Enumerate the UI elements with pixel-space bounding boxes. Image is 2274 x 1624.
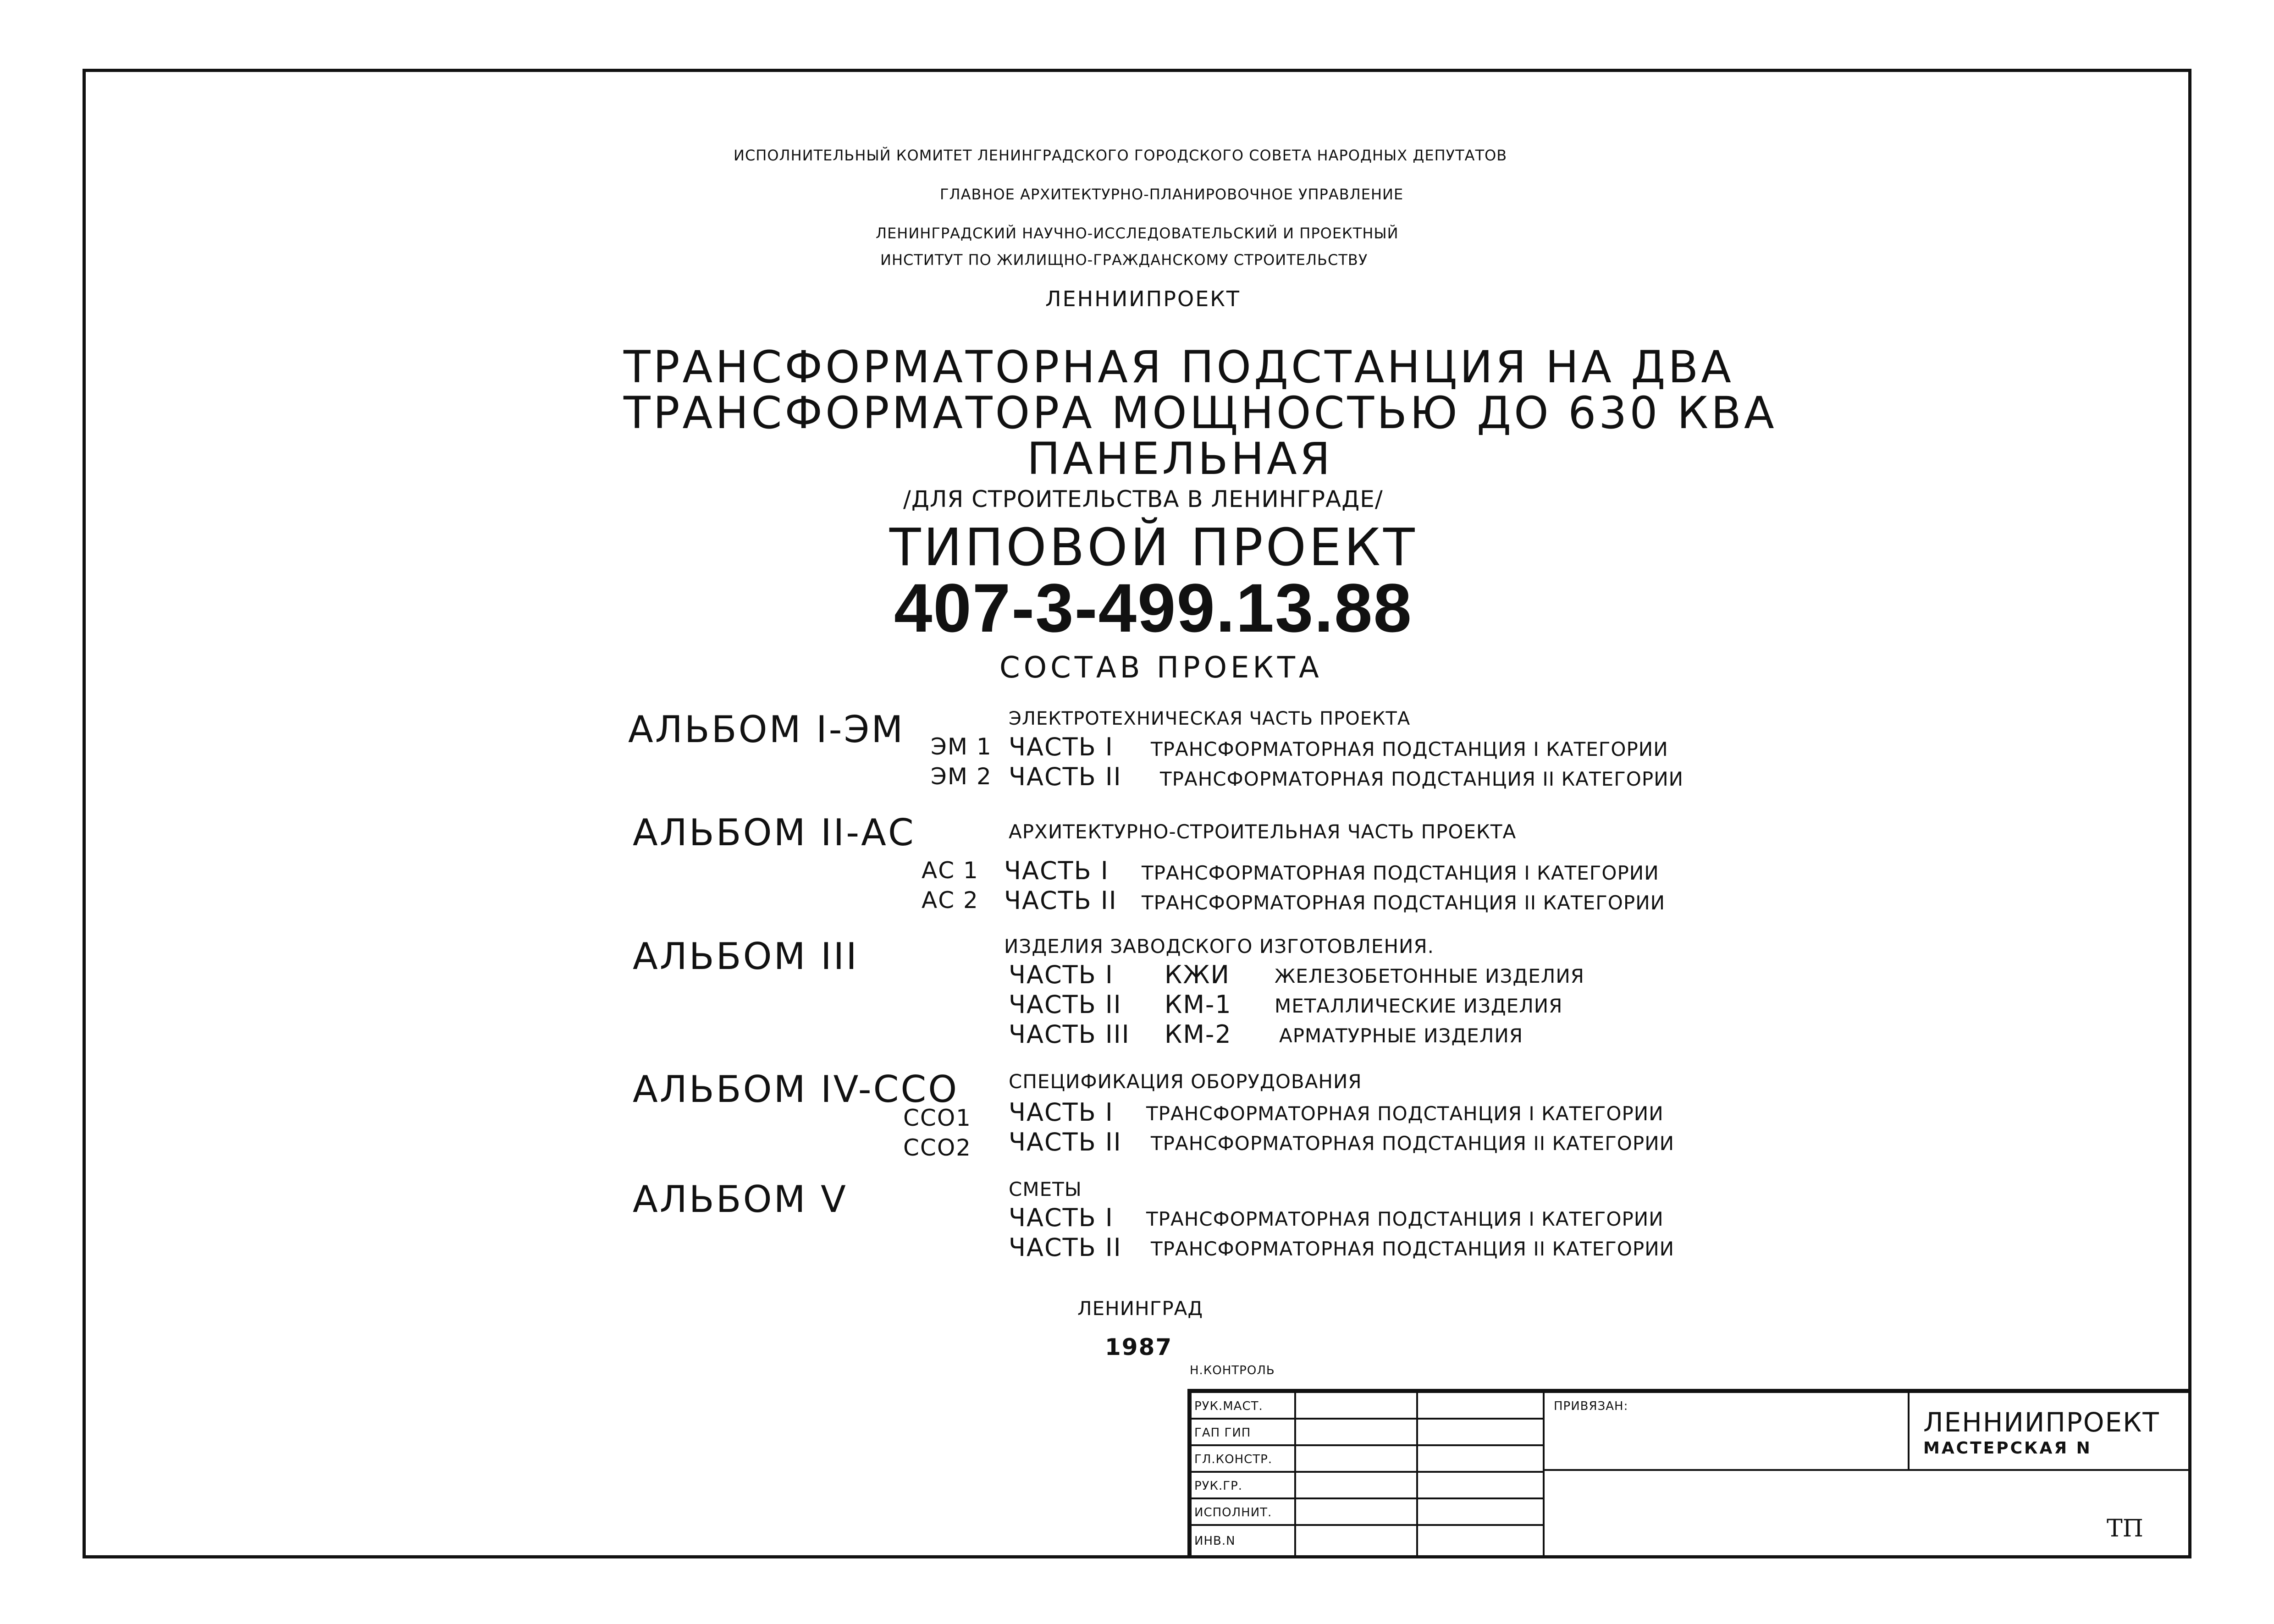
stamp-control-label: Н.КОНТРОЛЬ [1190,1364,1275,1377]
album-1-desc: ЭЛЕКТРОТЕХНИЧЕСКАЯ ЧАСТЬ ПРОЕКТА [1009,708,1411,729]
stamp-org: ЛЕННИИПРОЕКТ [1923,1407,2160,1438]
header-line-3: ЛЕНИНГРАДСКИЙ НАУЧНО-ИССЛЕДОВАТЕЛЬСКИЙ И ПРОЕКТНЫЙ [876,225,1399,242]
album-3-part-2-desc: МЕТАЛЛИЧЕСКИЕ ИЗДЕЛИЯ [1275,995,1563,1017]
album-2-desc: АРХИТЕКТУРНО-СТРОИТЕЛЬНАЯ ЧАСТЬ ПРОЕКТА [1009,820,1517,843]
stamp-line [1294,1524,1545,1526]
album-1-part-2-code: ЭМ 2 [931,763,992,790]
stamp-row-3 [1190,1444,1296,1473]
stamp-row-6 [1190,1524,1296,1558]
title-line-3: ПАНЕЛЬНАЯ [1027,433,1333,484]
stamp-sign-col-1 [1294,1391,1418,1558]
album-5-name: АЛЬБОМ V [633,1178,848,1221]
city: ЛЕНИНГРАД [1077,1297,1203,1320]
album-4-part-1-desc: ТРАНСФОРМАТОРНАЯ ПОДСТАНЦИЯ I КАТЕГОРИИ [1146,1102,1664,1125]
album-4-part-2: ЧАСТЬ II [1009,1128,1122,1156]
album-3-part-1-code: КЖИ [1165,960,1230,989]
stamp-line [1294,1497,1545,1499]
album-4-part-2-desc: ТРАНСФОРМАТОРНАЯ ПОДСТАНЦИЯ II КАТЕГОРИИ [1151,1132,1675,1155]
album-1-part-1-code: ЭМ 1 [931,733,992,760]
composition-heading: СОСТАВ ПРОЕКТА [999,651,1323,685]
album-5-part-1: ЧАСТЬ I [1009,1203,1114,1232]
stamp-row-4-label: РУК.ГР. [1194,1479,1243,1493]
stamp-attached-area [1543,1391,1910,1471]
album-1-name: АЛЬБОМ I-ЭМ [628,708,905,751]
album-1-part-2: ЧАСТЬ II [1009,762,1122,791]
album-3-part-3-desc: АРМАТУРНЫЕ ИЗДЕЛИЯ [1279,1024,1523,1047]
album-2-part-1: ЧАСТЬ I [1004,856,1109,885]
album-3-desc: ИЗДЕЛИЯ ЗАВОДСКОГО ИЗГОТОВЛЕНИЯ. [1004,935,1434,958]
album-2-part-1-desc: ТРАНСФОРМАТОРНАЯ ПОДСТАНЦИЯ I КАТЕГОРИИ [1142,862,1659,884]
org-name: ЛЕННИИПРОЕКТ [1045,286,1241,311]
album-4-part-2-code: ССО2 [903,1134,971,1161]
title-line-2: ТРАНСФОРМАТОРА МОЩНОСТЬЮ ДО 630 КВА [624,387,1777,439]
album-4-part-1: ЧАСТЬ I [1009,1098,1114,1127]
title-block [1187,1389,2191,1558]
album-3-part-1-desc: ЖЕЛЕЗОБЕТОННЫЕ ИЗДЕЛИЯ [1275,965,1584,987]
album-4-desc: СПЕЦИФИКАЦИЯ ОБОРУДОВАНИЯ [1009,1070,1362,1093]
album-2-part-2-desc: ТРАНСФОРМАТОРНАЯ ПОДСТАНЦИЯ II КАТЕГОРИИ [1142,892,1666,914]
album-5-part-1-desc: ТРАНСФОРМАТОРНАЯ ПОДСТАНЦИЯ I КАТЕГОРИИ [1146,1208,1664,1230]
project-type: ТИПОВОЙ ПРОЕКТ [889,518,1418,578]
album-5-part-2-desc: ТРАНСФОРМАТОРНАЯ ПОДСТАНЦИЯ II КАТЕГОРИИ [1151,1238,1675,1260]
stamp-row-1-label: РУК.МАСТ. [1194,1399,1263,1413]
header-line-1: ИСПОЛНИТЕЛЬНЫЙ КОМИТЕТ ЛЕНИНГРАДСКОГО ГОРОДСКОГО СОВЕТА НАРОДНЫХ ДЕПУТАТОВ [734,147,1507,164]
album-2-part-1-code: АС 1 [922,857,979,884]
album-3-part-1: ЧАСТЬ I [1009,960,1114,989]
album-3-part-3-code: КМ-2 [1165,1020,1232,1049]
stamp-attached-label: ПРИВЯЗАН: [1554,1399,1628,1413]
album-3-part-2: ЧАСТЬ II [1009,990,1122,1019]
stamp-workshop: МАСТЕРСКАЯ N [1923,1439,2092,1458]
album-3-part-3: ЧАСТЬ III [1009,1020,1130,1049]
title-line-1: ТРАНСФОРМАТОРНАЯ ПОДСТАНЦИЯ НА ДВА [624,341,1734,393]
header-line-4: ИНСТИТУТ ПО ЖИЛИЩНО-ГРАЖДАНСКОМУ СТРОИТЕЛЬСТВУ [880,251,1368,269]
album-1-part-1-desc: ТРАНСФОРМАТОРНАЯ ПОДСТАНЦИЯ I КАТЕГОРИИ [1151,738,1668,760]
stamp-row-6-label: ИНВ.N [1194,1534,1236,1548]
stamp-org-box [1908,1391,2191,1471]
stamp-row-4 [1190,1471,1296,1499]
stamp-sign-col-2 [1416,1391,1545,1558]
album-3-part-2-code: КМ-1 [1165,990,1232,1019]
header-line-2: ГЛАВНОЕ АРХИТЕКТУРНО-ПЛАНИРОВОЧНОЕ УПРАВЛЕНИЕ [940,186,1404,203]
stamp-line [1294,1471,1545,1473]
album-2-name: АЛЬБОМ II-АС [633,811,916,854]
album-1-part-1: ЧАСТЬ I [1009,732,1114,761]
album-4-part-1-code: ССО1 [903,1105,971,1131]
album-2-part-2: ЧАСТЬ II [1004,886,1117,915]
stamp-row-1 [1190,1391,1296,1420]
year: 1987 [1105,1334,1173,1360]
album-5-desc: СМЕТЫ [1009,1178,1082,1200]
album-2-part-2-code: АС 2 [922,887,979,914]
stamp-row-2-label: ГАП ГИП [1194,1426,1251,1440]
title-line-4: /ДЛЯ СТРОИТЕЛЬСТВА В ЛЕНИНГРАДЕ/ [903,486,1383,512]
album-3-name: АЛЬБОМ III [633,935,859,978]
stamp-row-3-label: ГЛ.КОНСТР. [1194,1453,1273,1466]
album-4-name: АЛЬБОМ IV-ССО [633,1068,959,1111]
stamp-sheet-mark: ТП [2107,1515,2144,1542]
album-5-part-2: ЧАСТЬ II [1009,1233,1122,1262]
album-1-part-2-desc: ТРАНСФОРМАТОРНАЯ ПОДСТАНЦИЯ II КАТЕГОРИИ [1160,768,1684,790]
stamp-row-5 [1190,1497,1296,1526]
stamp-line [1294,1418,1545,1420]
stamp-row-2 [1190,1418,1296,1446]
project-code: 407-3-499.13.88 [894,569,1413,646]
stamp-line [1294,1444,1545,1446]
stamp-row-5-label: ИСПОЛНИТ. [1194,1506,1272,1519]
